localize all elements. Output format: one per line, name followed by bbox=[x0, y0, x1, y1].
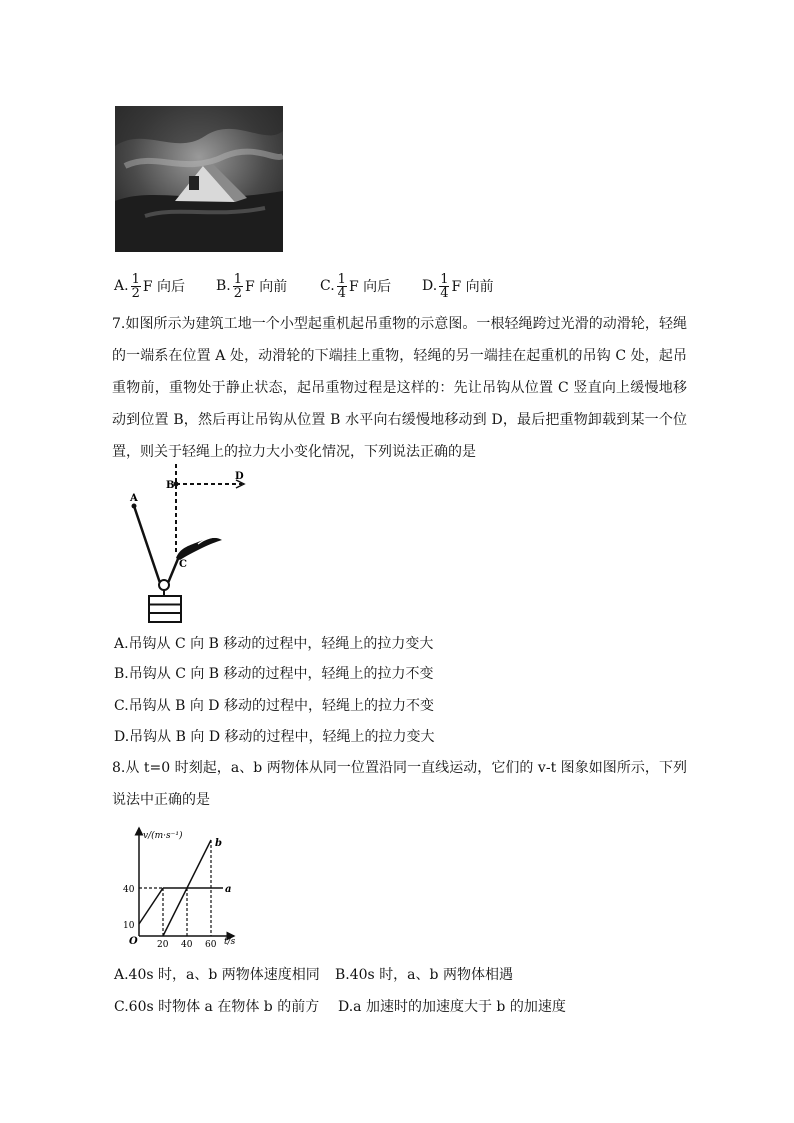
label-c: C bbox=[179, 559, 187, 570]
fraction-numerator: 1 bbox=[440, 271, 449, 287]
question-7-figure bbox=[118, 462, 268, 624]
option-suffix: F 向后 bbox=[348, 279, 392, 295]
option-prefix: D. bbox=[422, 278, 438, 294]
option-suffix: F 向后 bbox=[142, 279, 186, 295]
question-8-stem: 8.从 t=0 时刻起，a、b 两物体从同一位置沿同一直线运动，它们的 v-t 图象如图所示，下列说法中正确的是 bbox=[112, 760, 687, 808]
question-6-options bbox=[114, 268, 574, 304]
fraction-denominator: 2 bbox=[131, 285, 140, 301]
option-prefix: A. bbox=[114, 278, 129, 294]
q8-vt-chart bbox=[112, 820, 252, 948]
q6-option-a[interactable] bbox=[114, 268, 185, 304]
rope-left-segment bbox=[134, 506, 160, 583]
option-prefix: C. bbox=[320, 278, 335, 294]
weight-box bbox=[149, 596, 181, 622]
question-7-stem: 7.如图所示为建筑工地一个小型起重机起吊重物的示意图。一根轻绳跨过光滑的动滑轮，轻绳的一端系在位置 A 处，动滑轮的下端挂上重物，轻绳的另一端挂在起重机的吊钩 C 处，起吊重物前，重物处于静止状态，起吊重物过程是这样的：先让吊钩从位置 C 竖直向上缓慢地移动到位置 B，然后再让吊钩从位置 B 水平向右缓慢地移动到 D，最后把重物卸载到某一个位置，则关于轻绳上的拉力大小变化情况，下列说法正确的是 bbox=[112, 316, 687, 460]
q8-option-a[interactable]: A.40s 时，a、b 两物体速度相同 bbox=[114, 967, 320, 983]
fraction-denominator: 4 bbox=[440, 285, 449, 301]
q7-option-b[interactable]: B.吊钩从 C 向 B 移动的过程中，轻绳上的拉力不变 bbox=[114, 666, 434, 682]
crane-hook-icon bbox=[176, 538, 222, 560]
fraction-numerator: 1 bbox=[131, 271, 140, 287]
q7-option-d[interactable]: D.吊钩从 B 向 D 移动的过程中，轻绳上的拉力变大 bbox=[114, 729, 435, 745]
fraction-denominator: 2 bbox=[233, 285, 243, 301]
pulley-icon bbox=[159, 580, 169, 590]
option-prefix: B. bbox=[216, 278, 231, 294]
x-tick-label: 60 bbox=[205, 940, 217, 948]
fraction-denominator: 4 bbox=[337, 285, 346, 301]
crane-diagram bbox=[118, 462, 268, 624]
q6-option-d[interactable] bbox=[422, 268, 494, 304]
q8-option-b[interactable]: B.40s 时，a、b 两物体相遇 bbox=[335, 967, 513, 983]
origin-label: O bbox=[129, 936, 138, 947]
y-tick-label: 40 bbox=[123, 885, 135, 895]
q8-option-d[interactable]: D.a 加速时的加速度大于 b 的加速度 bbox=[338, 999, 566, 1015]
point-a-dot bbox=[132, 504, 137, 509]
question-6-photo bbox=[115, 106, 283, 252]
series-b-label: b bbox=[215, 838, 222, 849]
x-tick-label: 40 bbox=[181, 940, 193, 948]
q7-option-a[interactable]: A.吊钩从 C 向 B 移动的过程中，轻绳上的拉力变大 bbox=[114, 636, 434, 652]
photo-drawing bbox=[115, 106, 283, 252]
x-axis-label: t/s bbox=[224, 937, 236, 947]
fraction bbox=[337, 273, 347, 300]
label-d: D bbox=[235, 471, 244, 482]
y-tick-label: 10 bbox=[123, 921, 135, 931]
fraction bbox=[233, 273, 243, 300]
q6-option-c[interactable] bbox=[320, 268, 391, 304]
series-a-label: a bbox=[225, 884, 232, 895]
option-suffix: F 向前 bbox=[245, 279, 288, 295]
label-b: B bbox=[166, 480, 175, 491]
fraction-numerator: 1 bbox=[233, 271, 243, 287]
q6-option-b[interactable] bbox=[216, 268, 287, 304]
q8-option-c[interactable]: C.60s 时物体 a 在物体 b 的前方 bbox=[114, 999, 320, 1015]
x-tick-label: 20 bbox=[157, 940, 169, 948]
label-a: A bbox=[130, 493, 138, 504]
vt-chart-svg bbox=[112, 820, 252, 948]
fraction-numerator: 1 bbox=[337, 271, 346, 287]
series-a-accel-line bbox=[139, 888, 163, 924]
y-axis-label: v/(m·s⁻¹) bbox=[143, 831, 183, 841]
q7-option-c[interactable]: C.吊钩从 B 向 D 移动的过程中，轻绳上的拉力不变 bbox=[114, 698, 434, 714]
fraction bbox=[131, 273, 141, 300]
option-suffix: F 向前 bbox=[451, 279, 494, 295]
fraction bbox=[439, 273, 449, 300]
